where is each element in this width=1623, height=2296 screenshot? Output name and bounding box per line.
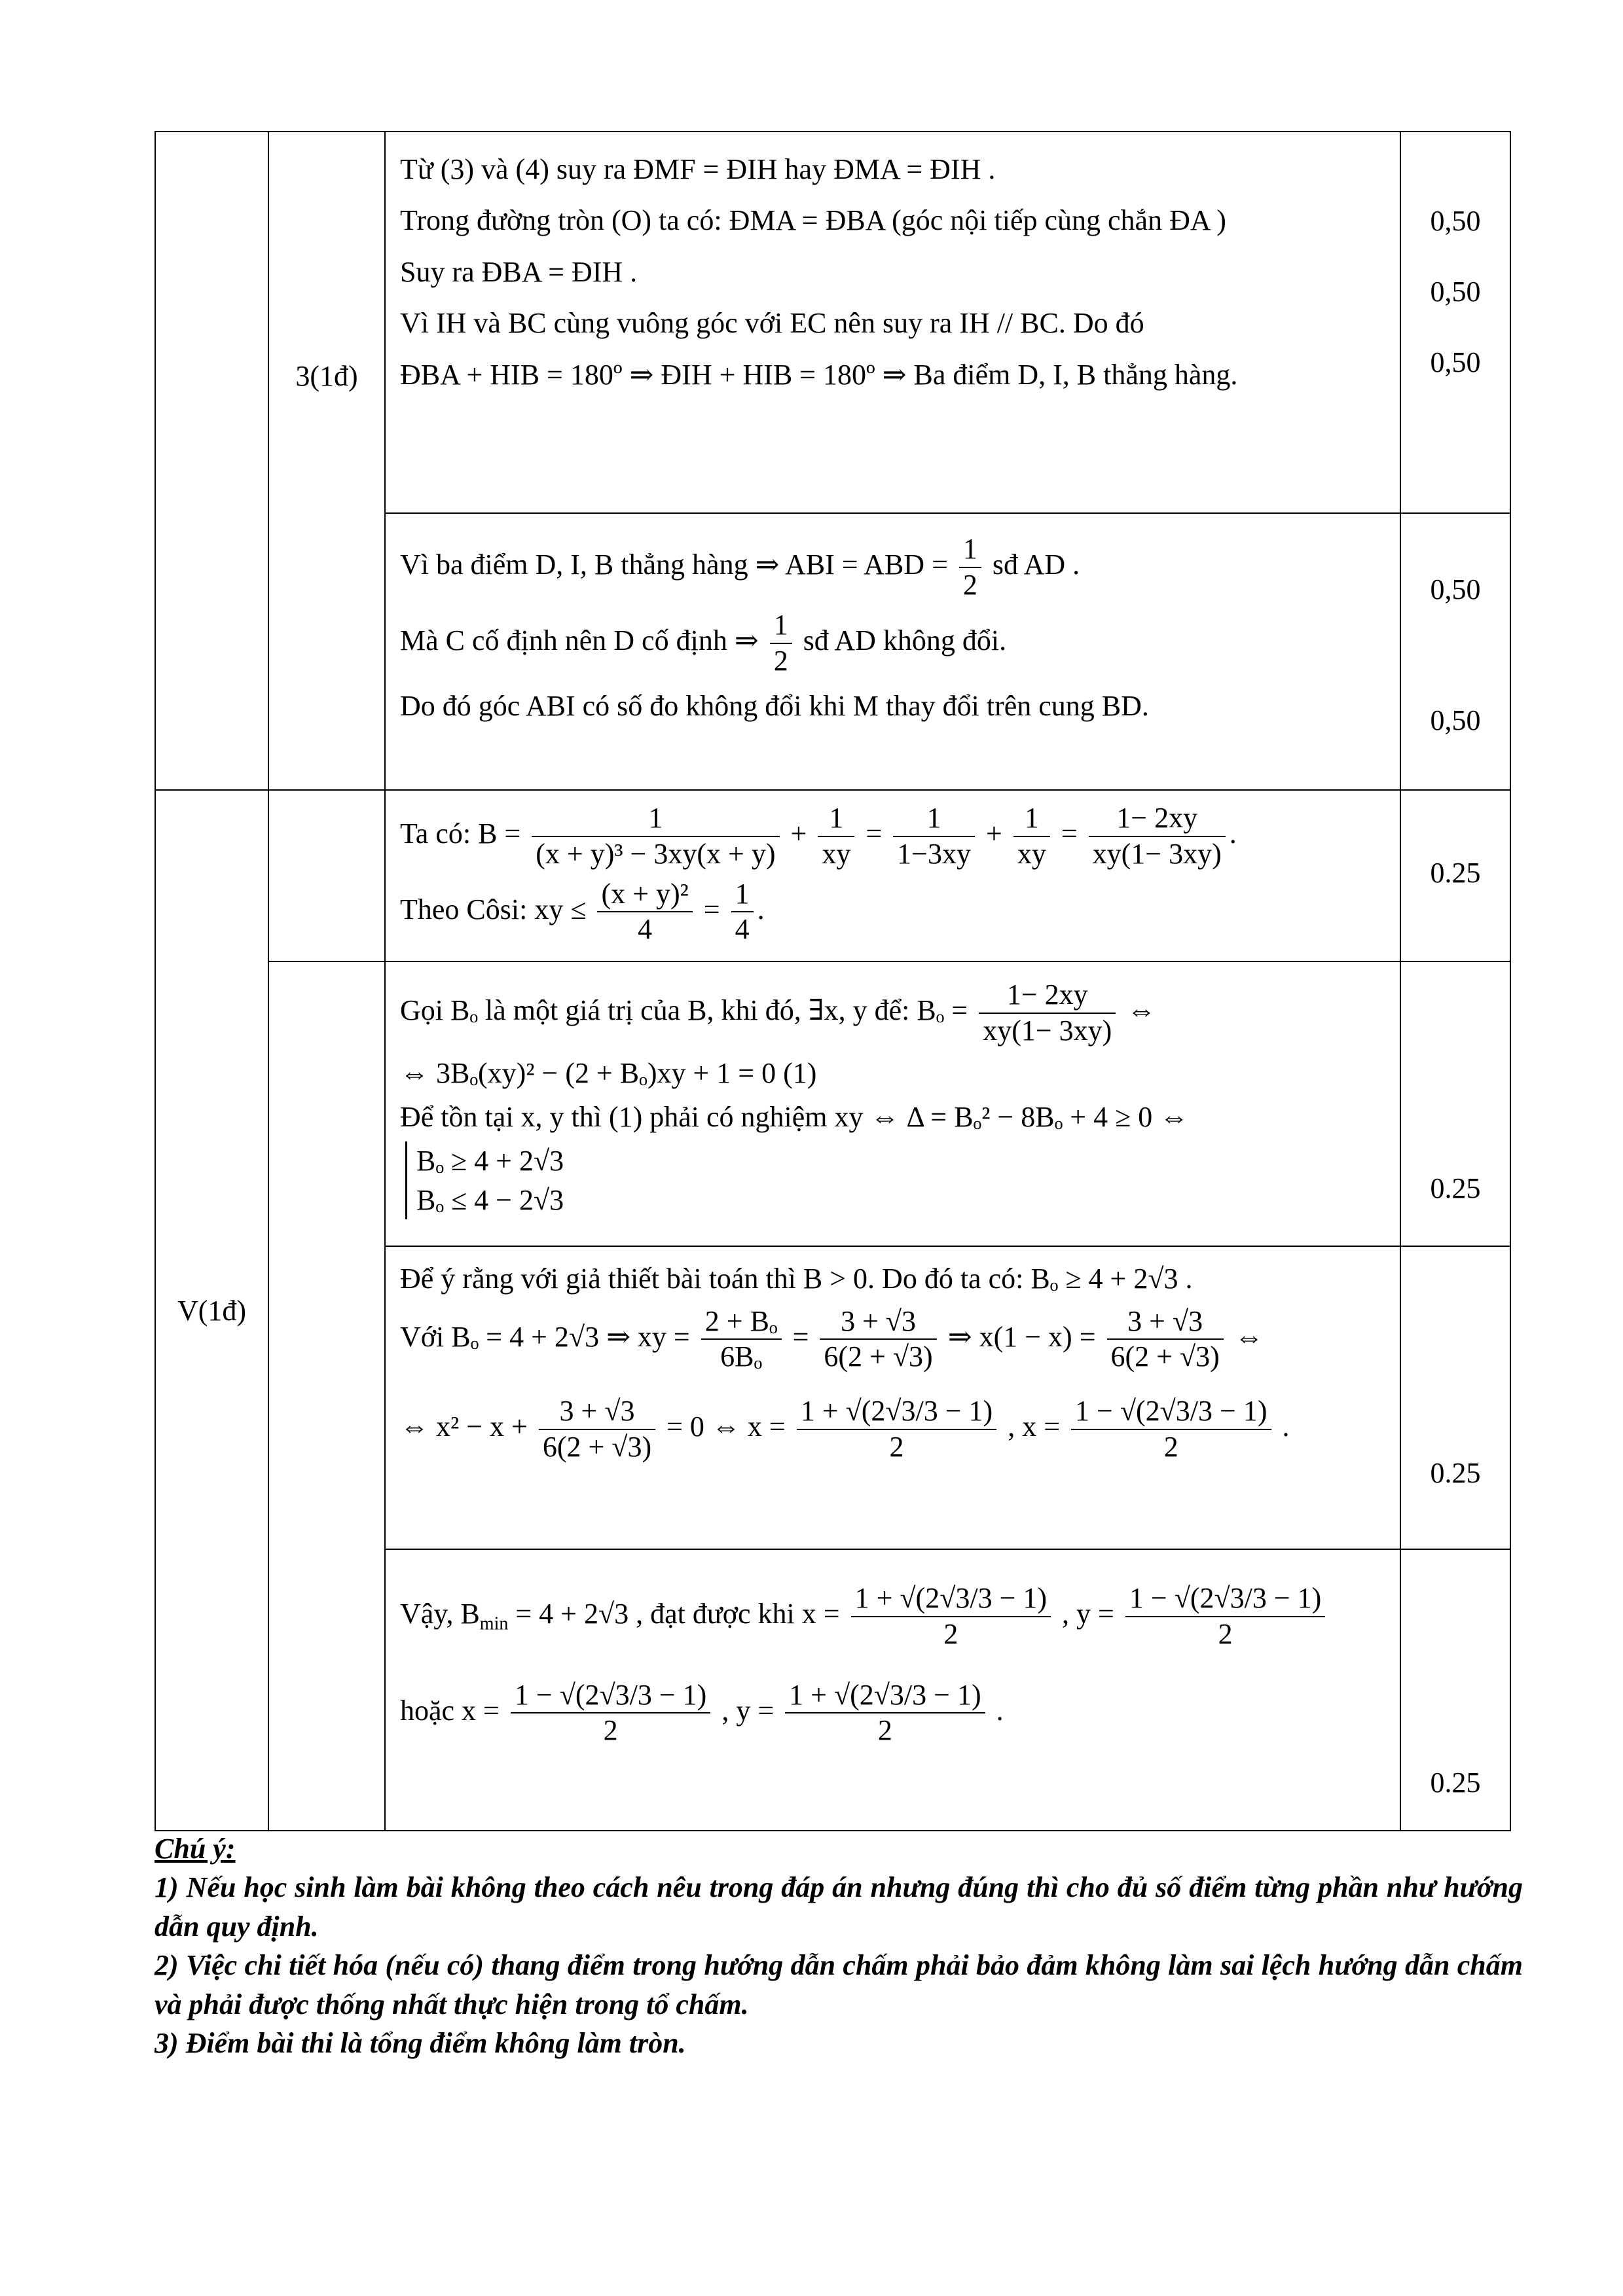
line-ih-bc: Vì IH và BC cùng vuông góc với EC nên suy ra IH // BC. Do đó: [400, 307, 1144, 340]
line-discriminant: Để tồn tại x, y thì (1) phải có nghiệm xy ⇔ Δ = Bₒ² − 8Bₒ + 4 ≥ 0 ⇔: [400, 1100, 1189, 1133]
v-part4-score: 0.25: [1400, 1549, 1510, 1831]
line-abi-abd: Vì ba điểm D, I, B thẳng hàng ⇒ ABI = ABD = $\frac{1}{2}$ sđ AD .: [400, 532, 1385, 603]
section5-label-cell: [155, 790, 268, 1831]
line-gọi-bo: Gọi Bₒ là một giá trị của B, khi đó, ∃x, y để: Bₒ = $\frac{1- 2xy}{xy(1- 3xy)}$ ⇔: [400, 978, 1156, 1047]
v-part4-content: [385, 1549, 1400, 1831]
part3-score-a: [1400, 132, 1510, 513]
fraction-half: $\frac{1}{2}$: [959, 532, 981, 603]
v-part3-content: [385, 1246, 1400, 1549]
grading-table: [155, 131, 1511, 1831]
score-item: 0,50: [1430, 573, 1481, 606]
line-xy-value: Với Bₒ = 4 + 2√3 ⇒ xy = $\frac{\text{2 + Bₒ}}{\text{6Bₒ}}$ = $\frac{3 + √3}{6(2 + √3)}$ ⇒ x(1 − x) = $\frac{3 + √3}{6(2 + √3)}$ ⇔: [400, 1304, 1264, 1373]
v-part1-score: 0.25: [1400, 790, 1510, 961]
score-item: 0,50: [1430, 346, 1481, 378]
v-part1-content: [385, 790, 1400, 961]
line-suy-ra: Suy ra ĐBA = ĐIH .: [400, 255, 638, 288]
part-blank-cell: [268, 790, 385, 961]
line-circle-O: Trong đường tròn (O) ta có: ĐMA = ĐBA (góc nội tiếp cùng chắn ĐA ): [400, 204, 1226, 237]
line-b-expression: Ta có: B = $\frac{1}{\text{(x + y)³ − 3xy(x + y)}}$ + $\frac{1}{xy}$ = $\frac{1}{1-3xy}$ + $\frac{1}{xy}$ = $\frac{1- 2xy}{xy(1- 3xy)}$ .: [400, 802, 1237, 870]
note-3: 3) Điểm bài thi là tổng điểm không làm tròn.: [155, 2026, 686, 2059]
line-c-fixed: Mà C cố định nên D cố định ⇒ $\frac{1}{2}$ sđ AD không đổi.: [400, 608, 1385, 679]
line-from-3-4: Từ (3) và (4) suy ra ĐMF = ĐIH hay ĐMA = ĐIH .: [400, 153, 996, 185]
note-1: 1) Nếu học sinh làm bài không theo cách nêu trong đáp án nhưng đúng thì cho đủ số điểm từng phần như hướng dẫn quy định.: [155, 1871, 1523, 1943]
notes-title: Chú ý:: [155, 1833, 236, 1865]
part3-content-b: [385, 513, 1400, 790]
part3-score-b: [1400, 513, 1510, 790]
score-item: 0,50: [1430, 704, 1481, 737]
section-blank-cell: [155, 132, 268, 790]
notes: [155, 1829, 1523, 2062]
line-equation-1: ⇔ 3Bₒ(xy)² − (2 + Bₒ)xy + 1 = 0 (1): [400, 1056, 817, 1089]
line-collinear: ĐBA + HIB = 180º ⇒ ĐIH + HIB = 180º ⇒ Ba điểm D, I, B thẳng hàng.: [400, 358, 1238, 391]
line-or: hoặc x = $\frac{1 - √(2√3/3 - 1)}{2}$ , y = $\frac{1 + √(2√3/3 - 1)}{2}$ .: [400, 1678, 1004, 1747]
v-part3-score: 0.25: [1400, 1246, 1510, 1549]
section5-label: V(1đ): [177, 1294, 247, 1327]
line-quadratic: ⇔ x² − x + $\frac{3 + √3}{6(2 + √3)}$ = 0 ⇔ x = $\frac{1 + √(2√3/3 - 1)}{2}$ , x = $\frac{1 - √(2√3/3 - 1)}{2}$ .: [400, 1395, 1290, 1463]
part3-content-a: [385, 132, 1400, 513]
part3-label: 3(1đ): [295, 359, 358, 392]
line-cosi: Theo Côsi: xy ≤ $\frac{\text{(x + y)²}}{4}$ = $\frac{1}{4}$ .: [400, 877, 765, 946]
score-item: 0,50: [1430, 276, 1481, 308]
part3-label-cell: [268, 132, 385, 790]
v-part2-content: [385, 961, 1400, 1246]
score-item: 0,50: [1430, 205, 1481, 237]
line-b-min: Vậy, $B_{min} = 4 + 2√3$ , đạt được khi x = $\frac{1 + √(2√3/3 - 1)}{2}$ , y = $\frac{1 - √(2√3/3 - 1)}{2}$: [400, 1581, 1385, 1652]
fraction-half: $\frac{1}{2}$: [770, 608, 792, 679]
note-2: 2) Việc chi tiết hóa (nếu có) thang điểm trong hướng dẫn chấm phải bảo đảm không làm sai lệch hướng dẫn chấm và phải được thống nhất thực hiện trong tổ chấm.: [155, 1949, 1523, 2020]
line-b-positive: Để ý rằng với giả thiết bài toán thì B > 0. Do đó ta có: Bₒ ≥ 4 + 2√3 .: [400, 1263, 1193, 1295]
case-brace: Bₒ ≥ 4 + 2√3 Bₒ ≤ 4 − 2√3: [405, 1141, 564, 1219]
line-conclusion: Do đó góc ABI có số đo không đổi khi M thay đổi trên cung BD.: [400, 690, 1149, 723]
v-part2-score: 0.25: [1400, 961, 1510, 1246]
part-blank-cell-2: [268, 961, 385, 1831]
